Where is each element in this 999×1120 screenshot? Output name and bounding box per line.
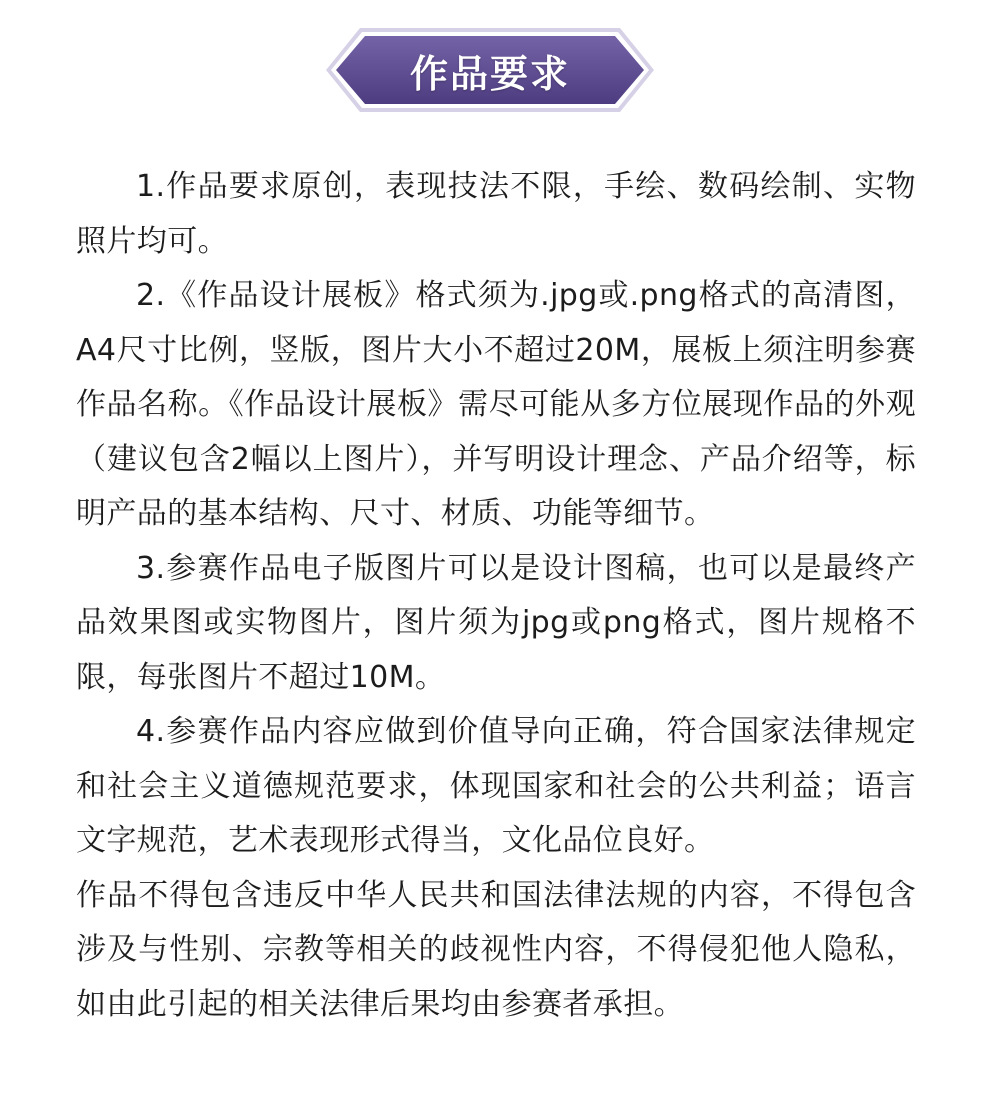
requirements-text <box>76 160 916 1032</box>
requirement-1: 1.作品要求原创，表现技法不限，手绘、数码绘制、实物照片均可。 <box>76 169 916 259</box>
page-title: 作品要求 <box>409 51 570 96</box>
requirement-2: 2.《作品设计展板》格式须为.jpg或.png格式的高清图，A4尺寸比例，竖版，图片大小不超过20M，展板上须注明参赛作品名称。《作品设计展板》需尽可能从多方位展现作品的外观（建议包含2幅以上图片），并写明设计理念、产品介绍等，标明产品的基本结构、尺寸、材质、功能等细节。 <box>76 278 916 531</box>
requirement-4-continued: 作品不得包含违反中华人民共和国法律法规的内容，不得包含涉及与性别、宗教等相关的歧视性内容，不得侵犯他人隐私，如由此引起的相关法律后果均由参赛者承担。 <box>76 877 916 1022</box>
section-banner <box>326 28 654 112</box>
requirement-3: 3.参赛作品电子版图片可以是设计图稿，也可以是最终产品效果图或实物图片，图片须为jpg或png格式，图片规格不限，每张图片不超过10M。 <box>76 550 916 695</box>
requirement-4: 4.参赛作品内容应做到价值导向正确，符合国家法律规定和社会主义道德规范要求，体现国家和社会的公共利益；语言文字规范，艺术表现形式得当，文化品位良好。 <box>76 714 916 858</box>
